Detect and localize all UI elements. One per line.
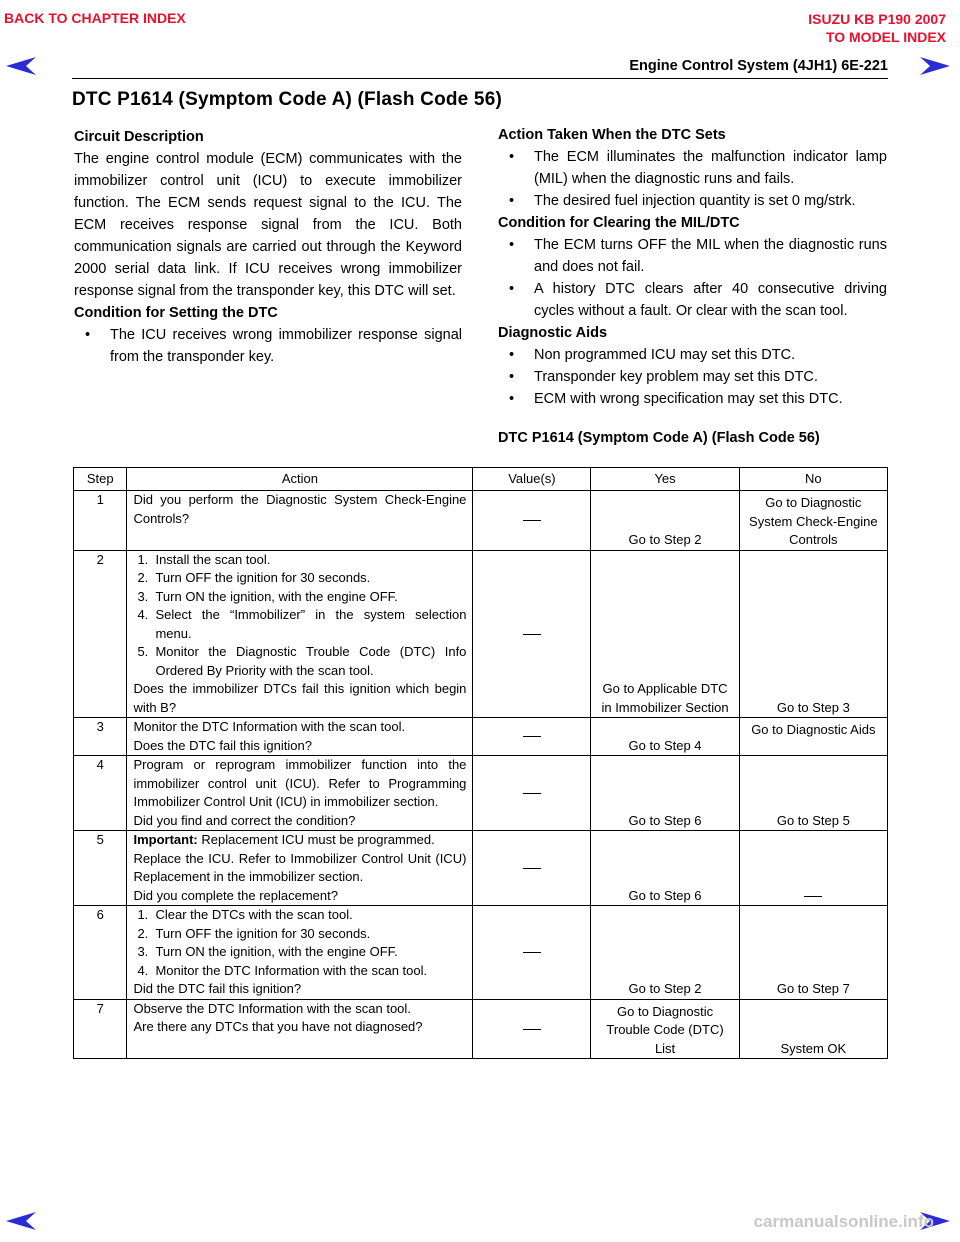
- no-cell: Go to Step 3: [739, 550, 887, 718]
- diagnostic-procedure-table: [73, 467, 888, 1059]
- step-number: 6: [74, 906, 127, 1000]
- step-number: 5: [74, 831, 127, 906]
- action-cell: [127, 999, 473, 1059]
- no-cell: Go to Diagnostic System Check-Engine Controls: [739, 491, 887, 551]
- yes-cell: Go to Step 4: [591, 718, 739, 756]
- action-line: Are there any DTCs that you have not diagnosed?: [133, 1019, 423, 1034]
- list-item: • The desired fuel injection quantity is set 0 mg/strk.: [498, 190, 887, 212]
- no-cell: Go to Step 5: [739, 756, 887, 831]
- action-cell: [127, 550, 473, 718]
- important-label: Important:: [133, 832, 198, 847]
- watermark: carmanualsonline.info: [753, 1212, 934, 1231]
- table-row: [74, 491, 888, 551]
- step-number: 7: [74, 999, 127, 1059]
- action-cell: [127, 491, 473, 551]
- value-cell: [473, 718, 591, 756]
- header-no: No: [739, 468, 887, 491]
- action-line: Did you perform the Diagnostic System Check-Engine Controls?: [133, 492, 467, 526]
- em-dash: [523, 634, 541, 635]
- no-cell: Go to Diagnostic Aids: [739, 718, 887, 756]
- action-line: Important: Replacement ICU must be programmed.: [133, 832, 435, 847]
- step-number: 4: [74, 756, 127, 831]
- em-dash: [523, 793, 541, 794]
- em-dash: [523, 952, 541, 953]
- list-item: 2. Turn OFF the ignition for 30 seconds.: [137, 925, 371, 941]
- value-cell: [473, 999, 591, 1059]
- document-title: DTC P1614 (Symptom Code A) (Flash Code 56): [72, 89, 502, 110]
- no-cell: [739, 831, 887, 906]
- action-cell: [127, 718, 473, 756]
- left-column: [74, 126, 462, 368]
- value-cell: [473, 550, 591, 718]
- model-index-line1: ISUZU KB P190 2007: [808, 11, 946, 27]
- header-step: Step: [74, 468, 127, 491]
- clearing-heading: Condition for Clearing the MIL/DTC: [498, 215, 740, 231]
- table-row: [74, 756, 888, 831]
- em-dash: [523, 1029, 541, 1030]
- list-item: • A history DTC clears after 40 consecutive driving cycles without a fault. Or clear with the scan tool.: [498, 278, 887, 322]
- action-cell: [127, 906, 473, 1000]
- em-dash: [523, 736, 541, 737]
- yes-cell: Go to Step 6: [591, 756, 739, 831]
- clearing-list: [498, 234, 887, 322]
- list-item: 4. Monitor the DTC Information with the scan tool.: [137, 962, 428, 978]
- circuit-description-heading: Circuit Description: [74, 129, 204, 145]
- list-item: 2. Turn OFF the ignition for 30 seconds.: [137, 570, 371, 585]
- table-row: [74, 831, 888, 906]
- header-action: Action: [127, 468, 473, 491]
- list-item: 1. Install the scan tool.: [137, 551, 271, 567]
- circuit-description-text: The engine control module (ECM) communicates with the immobilizer control unit (ICU) to execute immobilizer function. The ECM sends request signal to the ICU. The ECM receives response signal from the ICU. Both communication signals are carried out through the Keyword 2000 serial data link. If ICU receives wrong immobilizer response signal from the transponder key, this DTC will set.: [74, 151, 462, 299]
- diagnostic-aids-list: [498, 344, 887, 410]
- yes-cell: Go to Applicable DTC in Immobilizer Section: [591, 550, 739, 718]
- diagnostic-aids-heading: Diagnostic Aids: [498, 325, 608, 341]
- list-item: • The ECM turns OFF the MIL when the diagnostic runs and does not fail.: [498, 234, 887, 278]
- table-row: [74, 999, 888, 1059]
- no-cell: System OK: [739, 999, 887, 1059]
- yes-cell: Go to Step 6: [591, 831, 739, 906]
- action-taken-list: [498, 146, 887, 212]
- yes-cell: Go to Step 2: [591, 491, 739, 551]
- action-cell: [127, 756, 473, 831]
- em-dash: [523, 520, 541, 521]
- table-header-row: [74, 468, 888, 491]
- previous-page-arrow-icon[interactable]: [6, 57, 36, 75]
- action-line: Did you find and correct the condition?: [133, 812, 356, 828]
- yes-cell: Go to Diagnostic Trouble Code (DTC) List: [591, 999, 739, 1059]
- action-line: Observe the DTC Information with the scan tool.: [133, 1000, 411, 1016]
- step-number: 3: [74, 718, 127, 756]
- back-to-chapter-index-link[interactable]: BACK TO CHAPTER INDEX: [4, 10, 186, 26]
- table-row: [74, 550, 888, 718]
- header-values: Value(s): [473, 468, 591, 491]
- numbered-steps: [133, 551, 466, 681]
- list-item: • ECM with wrong specification may set this DTC.: [498, 388, 887, 410]
- numbered-steps: [133, 906, 466, 980]
- table-row: [74, 906, 888, 1000]
- list-item: 1. Clear the DTCs with the scan tool.: [137, 907, 353, 922]
- action-line: Replace the ICU. Refer to Immobilizer Control Unit (ICU) Replacement in the immobilizer section.: [133, 850, 467, 884]
- condition-setting-heading: Condition for Setting the DTC: [74, 305, 278, 321]
- action-line: Did you complete the replacement?: [133, 887, 338, 903]
- list-item: • Non programmed ICU may set this DTC.: [498, 344, 887, 366]
- action-taken-heading: Action Taken When the DTC Sets: [498, 127, 726, 143]
- model-index-link[interactable]: [808, 10, 946, 46]
- action-line: Did the DTC fail this ignition?: [133, 981, 302, 996]
- list-item: 3. Turn ON the ignition, with the engine OFF.: [137, 944, 398, 959]
- list-item: 5. Monitor the Diagnostic Trouble Code (DTC) Info Ordered By Priority with the scan tool.: [137, 644, 467, 678]
- em-dash: [523, 868, 541, 869]
- value-cell: [473, 831, 591, 906]
- value-cell: [473, 756, 591, 831]
- table-row: [74, 718, 888, 756]
- previous-page-bottom-arrow-icon[interactable]: [6, 1212, 36, 1230]
- header-divider: [72, 78, 888, 79]
- value-cell: [473, 906, 591, 1000]
- condition-setting-list: [74, 324, 462, 368]
- model-index-line2: TO MODEL INDEX: [825, 29, 946, 45]
- list-item: • Transponder key problem may set this DTC.: [498, 366, 887, 388]
- list-item: • The ECM illuminates the malfunction indicator lamp (MIL) when the diagnostic runs and fails.: [498, 146, 887, 190]
- action-cell: [127, 831, 473, 906]
- page-header: Engine Control System (4JH1) 6E-221: [629, 58, 888, 74]
- action-line: Program or reprogram immobilizer function into the immobilizer control unit (ICU). Refer to Programming Immobilizer Control Unit (ICU) in immobilizer section.: [133, 757, 467, 809]
- table-title: DTC P1614 (Symptom Code A) (Flash Code 56): [498, 430, 820, 446]
- value-cell: [473, 491, 591, 551]
- next-page-arrow-icon[interactable]: [920, 57, 950, 75]
- yes-cell: Go to Step 2: [591, 906, 739, 1000]
- header-yes: Yes: [591, 468, 739, 491]
- list-item: • The ICU receives wrong immobilizer response signal from the transponder key.: [74, 324, 462, 368]
- list-item: 3. Turn ON the ignition, with the engine OFF.: [137, 588, 398, 604]
- action-line: Does the DTC fail this ignition?: [133, 737, 312, 753]
- step-number: 2: [74, 550, 127, 718]
- list-item: 4. Select the “Immobilizer” in the system selection menu.: [137, 607, 467, 641]
- no-cell: Go to Step 7: [739, 906, 887, 1000]
- right-column: [498, 124, 887, 410]
- action-line: Monitor the DTC Information with the scan tool.: [133, 719, 406, 734]
- step-number: 1: [74, 491, 127, 551]
- action-line: Does the immobilizer DTCs fail this ignition which begin with B?: [133, 681, 467, 715]
- em-dash: [804, 896, 822, 897]
